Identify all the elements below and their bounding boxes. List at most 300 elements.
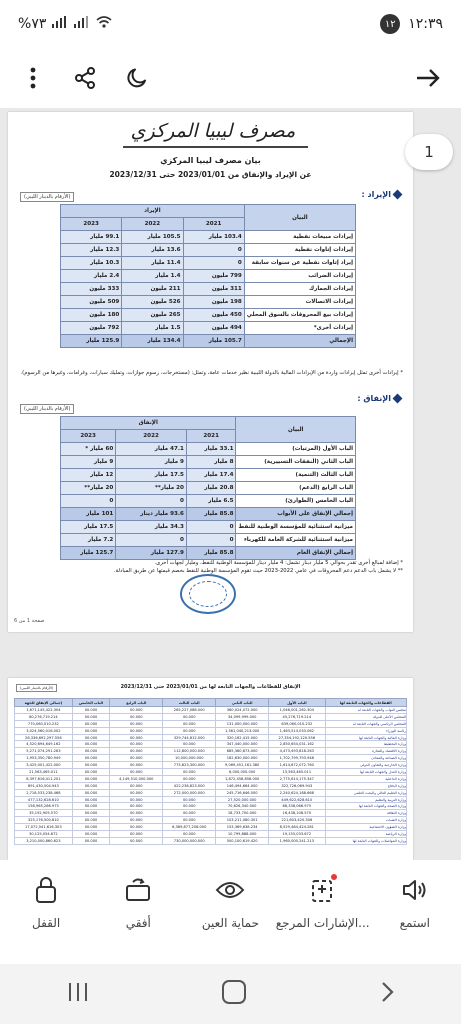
table-row [15,755,407,762]
amount-cell: 112,800,000.000 [163,748,216,755]
amount-cell: 00.000 [72,734,110,741]
table-row [15,775,407,782]
amount-cell: 221,803,420.306 [269,817,325,824]
value-2021: 0 [186,534,236,547]
recent-apps-button[interactable] [66,981,90,1007]
pdf-page-2 [8,678,413,860]
sector-name-cell: وزارة العدل والجهات التابعة لها [325,769,406,776]
landscape-button[interactable] [93,874,183,930]
sector-name-cell: وزارة المالية والجهات التابعة لها [325,734,406,741]
amount-cell: 891,430,504.943 [15,782,73,789]
amount-cell: 00.000 [72,831,110,838]
revenue-header-group: الإيراد [61,205,245,218]
table-row [15,769,407,776]
value-2021: 799 مليون [183,270,244,283]
signal-icon [52,16,68,32]
more-options-button[interactable] [18,63,48,93]
page2-column-header: الباب الثالث [163,699,216,707]
amount-cell: 9,069,451,161.380 [216,762,269,769]
amount-cell: 2,850,654,031.162 [269,741,325,748]
page2-column-header: إجمالي الإنفاق للجهة [15,699,73,707]
value-2021: 450 مليون [183,309,244,322]
more-vertical-icon [30,67,36,89]
amount-cell: 685,360,873.000 [216,748,269,755]
table-row [61,270,356,283]
sector-name-cell: مجلس النواب والجهات التابعة له [325,707,406,714]
row-label: إجمالي الإنفاق على الأبواب [236,508,356,521]
sector-name-cell: وزارة التربية والتعليم [325,796,406,803]
row-label: الباب الخامس (الطوارئ) [236,495,356,508]
amount-cell: 15,563,465.011 [269,769,325,776]
eye-icon [214,874,246,906]
amount-cell: 00.000 [163,803,216,810]
value-2023: 60 مليار * [61,443,116,456]
value-2023: 17.5 مليار [61,521,116,534]
diamond-bullet-icon [393,190,403,200]
pdf-page-1 [8,112,413,632]
amount-cell: 10,799,888.000 [216,831,269,838]
amount-cell: 00.000 [110,762,163,769]
amount-cell: 10,000,000.000 [163,755,216,762]
sector-name-cell: وزارة الثقافة [325,810,406,817]
value-2023: 12 مليار [61,469,116,482]
table-row [15,707,407,714]
arrow-right-icon [415,68,441,88]
eye-protection-label: حماية العين [201,916,260,930]
amount-cell: 2,718,533,238.468 [15,789,73,796]
amount-cell: 775,823,300.000 [163,762,216,769]
amount-cell: 00.000 [72,810,110,817]
bottom-action-bar [0,860,461,964]
revenue-section-heading [361,190,401,199]
bookmark-add-icon [307,874,339,906]
home-button[interactable] [221,979,247,1009]
amount-cell: 00.000 [163,775,216,782]
row-label: إيرادات أخرى* [244,322,355,335]
new-indicator-dot [331,874,337,880]
row-label: الباب الأول (المرتبات) [236,443,356,456]
value-2023: 0 [61,495,116,508]
sector-name-cell: المجلس الرئاسي والجهات التابعة له [325,720,406,727]
lock-icon [30,874,62,906]
table-row [61,482,356,495]
value-2021: 0 [183,257,244,270]
amount-cell: 00.000 [163,741,216,748]
amount-cell: 00.000 [72,741,110,748]
amount-cell: 4,473,493,818.263 [269,748,325,755]
amount-cell: 182,630,000.000 [216,755,269,762]
table-row [61,521,356,534]
amount-cell: 103,211,080.301 [216,817,269,824]
expenditure-year-2022: 2022 [116,430,187,443]
page2-column-header: الباب الخامس [72,699,110,707]
revenue-header-statement: البيان [244,205,355,231]
expenditure-heading-label: الإنفاق : [357,394,391,403]
amount-cell: 19,155,033.672 [269,831,325,838]
bookmarks-label: الإشارات المرجع... [275,916,370,930]
table-row [61,309,356,322]
sector-name-cell: وزارة الخارجية والتعاون الدولي [325,762,406,769]
amount-cell: 00.000 [110,824,163,831]
amount-cell: 00.000 [163,769,216,776]
value-2023: 9 مليار [61,456,116,469]
seal-inner-ring [189,581,227,607]
value-2021: 6.5 مليار [186,495,236,508]
system-nav-bar [0,964,461,1024]
amount-cell: 500,100,619.420 [216,837,269,844]
bank-seal-stamp [180,574,236,614]
amount-cell: 770,060,010.232 [15,720,73,727]
table-row [61,495,356,508]
amount-cell: 00.000 [163,727,216,734]
status-left [18,15,112,33]
expenditure-footnote-2: ** لا يشمل باب الدعم دعم المحروقات في عامي 2022-2023 حيث تقوم المؤسسة الوطنية للنفط بخصم قيمتها عن طريق المبادلة. [113,568,403,574]
document-title: بيان مصرف ليبيا المركزي [160,156,261,165]
table-row [15,810,407,817]
sector-name-cell: وزارة المواصلات والجهات التابعة لها [325,837,406,844]
table-row [61,322,356,335]
value-2023: 125.7 مليار [61,547,116,560]
amount-cell: 00.000 [72,720,110,727]
table-row [61,231,356,244]
amount-cell: 1,463,514,033.062 [269,727,325,734]
page2-column-header: الباب الثاني [216,699,269,707]
table-row [15,720,407,727]
amount-cell: 00.000 [110,796,163,803]
logo-underline [123,146,308,148]
value-2022: 211 مليون [122,283,183,296]
amount-cell: 27,520,000.000 [216,796,269,803]
bank-logo: مصرف ليبيا المركزي [130,120,296,142]
table-row [61,244,356,257]
table-row [15,741,407,748]
amount-cell: 00.000 [110,831,163,838]
expenditure-section-heading [357,394,401,403]
expenditure-year-2021: 2021 [186,430,236,443]
row-label: الباب الرابع (الدعم) [236,482,356,495]
amount-cell: 158,965,286.975 [15,803,73,810]
amount-cell: 70,626,340.000 [216,803,269,810]
amount-cell: 00.000 [163,831,216,838]
amount-cell: 00.000 [72,727,110,734]
value-2021: 105.7 مليار [183,335,244,348]
value-2021: 494 مليون [183,322,244,335]
table-row [15,762,407,769]
amount-cell: 00.000 [163,796,216,803]
table-row [15,748,407,755]
amount-cell: 21,563,465.011 [15,769,73,776]
value-2022: 1.5 مليار [122,322,183,335]
revenue-year-2022: 2022 [122,218,183,231]
table-row [15,817,407,824]
night-mode-button[interactable] [122,63,152,93]
amount-cell: 3,425,001,422.000 [15,762,73,769]
table-row [15,789,407,796]
amount-cell: 00.000 [72,755,110,762]
row-label: ميزانية استثنائية للشركة العامة للكهرباء [236,534,356,547]
amount-cell: 00.000 [72,775,110,782]
value-2023: 99.1 مليار [61,231,122,244]
amount-cell: 00.000 [110,803,163,810]
row-label: إيرادات إتاوات نفطية [244,244,355,257]
document-subtitle: عن الإيراد والإنفاق من 2023/01/01 حتى 2023/12/31 [109,170,312,179]
table-row [61,456,356,469]
amount-cell: 00.000 [163,810,216,817]
value-2023: 101 مليار [61,508,116,521]
amount-cell: 245,716,646.500 [216,789,269,796]
row-label: الإجمالي [244,335,355,348]
amount-cell: 322,726,069.943 [269,782,325,789]
expenditure-header-group: الإنفاق [61,417,236,430]
page2-unit-note: (الأرقام بالدينار الليبي) [16,684,57,692]
amount-cell: 8,397,616,411.201 [15,775,73,782]
value-2022: 526 مليون [122,296,183,309]
page2-column-header: القطاعات والجهات التابعة لها [325,699,406,707]
amount-cell: 329,744,812.000 [163,734,216,741]
share-button[interactable] [70,63,100,93]
value-2022: 11.4 مليار [122,257,183,270]
row-label: إيرادات الضرائب [244,270,355,283]
value-2021: 85.8 مليار [186,547,236,560]
amount-cell: 00.000 [72,782,110,789]
listen-label: استمع [399,916,431,930]
page2-column-header: الباب الأول [269,699,325,707]
value-2022: 0 [116,534,187,547]
value-2021: 103.4 مليار [183,231,244,244]
amount-cell: 28,336,692,297.556 [15,734,73,741]
expenditure-table [60,416,356,560]
value-2022: 134.4 مليار [122,335,183,348]
expenditure-header-statement: البيان [236,417,356,443]
status-right [380,14,443,34]
amount-cell: 639,060,010.232 [269,720,325,727]
amount-cell: 422,236,823.000 [163,782,216,789]
amount-cell: 00.000 [110,782,163,789]
amount-cell: 00.000 [163,817,216,824]
sectors-expenditure-table [14,698,407,845]
value-2022: 265 مليون [122,309,183,322]
notification-badge: ١٢ [380,14,400,34]
table-row [15,824,407,831]
sector-name-cell: وزارة التعليم العالي والبحث العلمي [325,789,406,796]
amount-cell: 00.000 [163,720,216,727]
row-label: إيرادات الاتصالات [244,296,355,309]
table-row [61,257,356,270]
amount-cell: 00.000 [72,817,110,824]
row-label: الباب الثالث (التنمية) [236,469,356,482]
value-2022: 105.5 مليار [122,231,183,244]
amount-cell: 00.000 [110,727,163,734]
sector-name-cell: وزارة الشؤون الاجتماعية [325,824,406,831]
value-2021: 8 مليار [186,456,236,469]
amount-cell: 2,240,624,188.668 [269,789,325,796]
amount-cell: 35,192,905.570 [15,810,73,817]
row-label: إيراد إتاوات نفطية عن سنوات سابقة [244,257,355,270]
table-row [15,831,407,838]
row-label: إيرادات مبيعات نفطية [244,231,355,244]
amount-cell: 6,000,000.000 [216,769,269,776]
amount-cell: 16,438,108.570 [269,810,325,817]
value-2022: 20 مليار** [116,482,187,495]
amount-cell: 00.000 [110,817,163,824]
amount-cell: 325,176,500.810 [15,817,73,824]
amount-cell: 8,529,484,424.281 [269,824,325,831]
amount-cell: 00.000 [72,824,110,831]
row-label: إيرادات الجمارك [244,283,355,296]
value-2022: 1.4 مليار [122,270,183,283]
amount-cell: 45,276,719.214 [269,713,325,720]
value-2021: 20.8 مليار [186,482,236,495]
value-2021: 311 مليون [183,283,244,296]
amount-cell: 00.000 [72,748,110,755]
table-row [15,796,407,803]
landscape-label: أفقي [125,916,151,930]
value-2022: 93.6 مليار دينار [116,508,187,521]
revenue-heading-label: الإيراد : [361,190,391,199]
eye-protection-button[interactable] [185,874,275,930]
amount-cell: 131,000,000.000 [216,720,269,727]
amount-cell: 3,210,000,860.623 [15,837,73,844]
sector-name-cell: وزارة الدفاع [325,782,406,789]
amount-cell: 265,227,088.000 [163,707,216,714]
amount-cell: 477,132,628.610 [15,796,73,803]
amount-cell: 00.000 [72,837,110,844]
amount-cell: 00.000 [110,720,163,727]
sector-name-cell: المجلس الأعلى للدولة [325,713,406,720]
listen-button[interactable] [370,874,460,930]
amount-cell: 34,099,999.000 [216,713,269,720]
value-2023: 7.2 مليار [61,534,116,547]
amount-cell: 2,775,614,175.347 [269,775,325,782]
document-viewer[interactable] [0,108,461,860]
amount-cell: 00.000 [110,707,163,714]
page-footer: صفحة 1 من 6 [14,618,45,624]
amount-cell: 17,072,541,616.303 [15,824,73,831]
amount-cell: 1,671,145,422.304 [15,707,73,714]
table-row [61,335,356,348]
toolbar-left-group [18,63,152,93]
value-2023: 792 مليون [61,322,122,335]
value-2022: 0 [116,495,187,508]
amount-cell: 730,000,000.000 [163,837,216,844]
moon-icon [125,66,149,90]
expenditure-footnote-1: * إضافة لمبالغ أخرى تقدر بحوالي 5 مليار دينار تشمل: 4 مليار دينار للمؤسسة الوطنية للنفط، ومليار لجهات أخرى. [154,560,403,566]
table-row [15,837,407,844]
amount-cell: 00.000 [110,769,163,776]
value-2021: 17.4 مليار [186,469,236,482]
amount-cell: 00.000 [72,803,110,810]
chevron-right-icon [379,981,395,1003]
value-2023: 125.9 مليار [61,335,122,348]
amount-cell: 00.000 [72,796,110,803]
value-2023: 20 مليار** [61,482,116,495]
signal-icon-2 [74,16,90,32]
expenditure-unit-note: (الأرقام بالدينار الليبي) [20,404,74,414]
bookmarks-button[interactable] [275,874,370,930]
clock: ١٢:٣٩ [408,16,443,32]
amount-cell: 00.000 [110,734,163,741]
expenditure-year-2023: 2023 [61,430,116,443]
revenue-unit-note: (الأرقام بالدينار الليبي) [20,192,74,202]
table-row [15,727,407,734]
battery-level: %٧٣ [18,16,47,32]
page-number-indicator[interactable]: 1 [405,134,453,170]
amount-cell: 6,389,877,258.000 [163,824,216,831]
amount-cell: 00.000 [110,748,163,755]
amount-cell: 00.000 [72,789,110,796]
top-toolbar [0,48,461,108]
amount-cell: 347,440,000.000 [216,741,269,748]
table-row [15,713,407,720]
amount-cell: 1,046,001,262.304 [269,707,325,714]
amount-cell: 00.000 [163,713,216,720]
recents-icon [66,981,90,1003]
amount-cell: 1,960,000,241.213 [269,837,325,844]
amount-cell: 00.000 [110,755,163,762]
lock-button[interactable] [1,874,91,930]
table-row [61,508,356,521]
page2-column-header: الباب الرابع [110,699,163,707]
back-button[interactable] [379,981,395,1007]
value-2023: 333 مليون [61,283,122,296]
page2-title: الإنفاق للقطاعات والجهات التابعة لها من 2023/01/01 حتى 2023/12/31 [120,684,301,690]
value-2022: 34.3 مليار [116,521,187,534]
forward-arrow-button[interactable] [413,63,443,93]
amount-cell: 146,494,664.000 [216,782,269,789]
rotate-landscape-icon [122,874,154,906]
revenue-year-2023: 2023 [61,218,122,231]
value-2022: 9 مليار [116,456,187,469]
amount-cell: 3,024,560,016.002 [15,727,73,734]
value-2021: 0 [183,244,244,257]
amount-cell: 1,614,672,072.760 [269,762,325,769]
table-row [61,547,356,560]
value-2021: 33.1 مليار [186,443,236,456]
table-row [15,782,407,789]
value-2023: 509 مليون [61,296,122,309]
revenue-table [60,204,356,348]
sector-name-cell: وزارة الشباب [325,817,406,824]
amount-cell: 00.000 [110,713,163,720]
amount-cell: 360,024,072.000 [216,707,269,714]
amount-cell: 00.000 [110,810,163,817]
status-bar [0,0,461,48]
table-row [61,534,356,547]
amount-cell: 00.000 [72,707,110,714]
wifi-icon [96,15,112,33]
value-2022: 17.5 مليار [116,469,187,482]
row-label: إجمالي الإنفاق العام [236,547,356,560]
value-2023: 12.3 مليار [61,244,122,257]
amount-cell: 449,622,628.610 [269,796,325,803]
home-icon [221,979,247,1005]
amount-cell: 00.000 [110,741,163,748]
amount-cell: 320,162,415.000 [216,734,269,741]
sector-name-cell: وزارة الصناعة والمعادن [325,755,406,762]
row-label: ميزانية استثنائية للمؤسسة الوطنية للنفط [236,521,356,534]
share-icon [73,66,97,90]
table-row [61,283,356,296]
value-2021: 198 مليون [183,296,244,309]
revenue-footnote: * إيرادات أخرى تمثل إيرادات واردة من الإيرادات المالية بالدولة الليبية نظير خدمات عامة، وتمثل: (مستخرجات، رسوم جوازات، وتمليك سيارات، وغرامات، وغيرها من الرسوم). [20,370,403,376]
amount-cell: 80,276,719.214 [15,713,73,720]
sector-name-cell: وزارة الصحة والجهات التابعة لها [325,803,406,810]
row-label: إيرادات بيع المحروقات بالسوق المحلي [244,309,355,322]
amount-cell: 00.000 [110,837,163,844]
value-2021: 0 [186,521,236,534]
sector-name-cell: رئاسة الوزراء [325,727,406,734]
row-label: الباب الثاني (النفقات التسييرية) [236,456,356,469]
